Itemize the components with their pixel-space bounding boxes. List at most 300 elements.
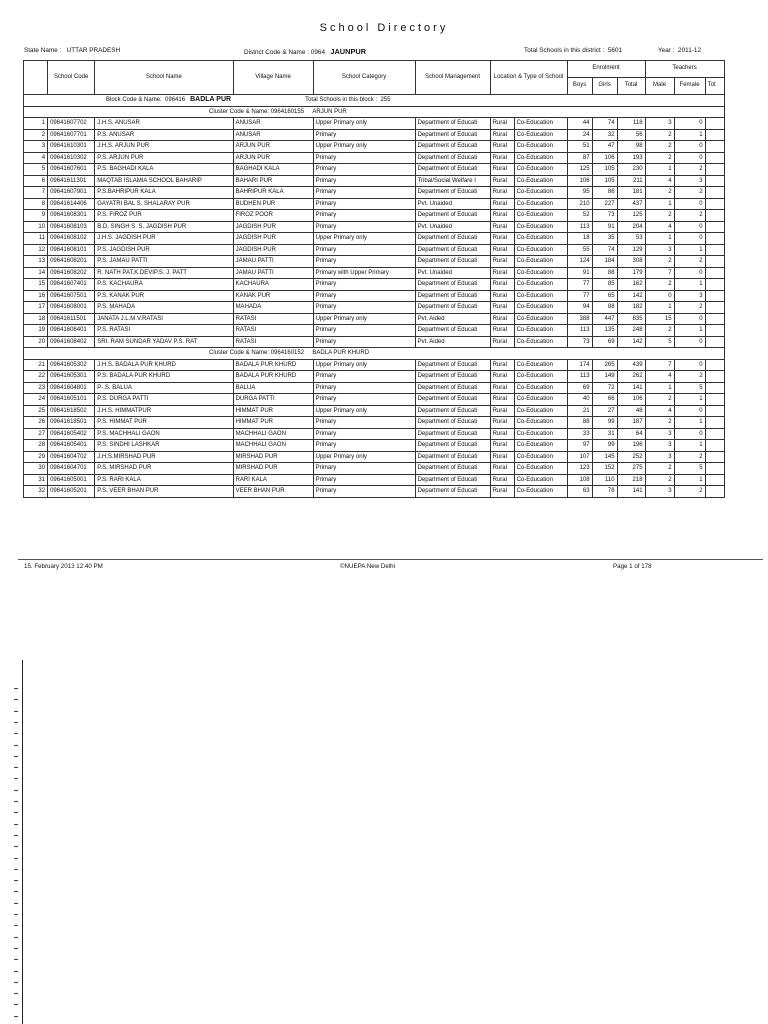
- cell-serial: 29: [24, 451, 48, 463]
- cell-total-teachers: [705, 325, 724, 337]
- cell-total-teachers: [705, 244, 724, 256]
- cell-village-name: HIMMAT PUR: [233, 417, 313, 429]
- cell-boys: 174: [567, 359, 592, 371]
- school-directory-table: [23, 60, 725, 498]
- cell-serial: 11: [24, 233, 48, 245]
- block-cell: [24, 95, 234, 107]
- cell-location: Rural: [490, 428, 514, 440]
- cell-total: 218: [617, 474, 645, 486]
- cell-boys: 107: [567, 451, 592, 463]
- cell-serial: 6: [24, 175, 48, 187]
- cell-school-management: Department of Educati: [415, 451, 490, 463]
- cell-boys: 33: [567, 428, 592, 440]
- cell-male-teachers: 1: [645, 164, 674, 176]
- cell-school-management: Pvt. Unaided: [415, 221, 490, 233]
- cell-school-category: Primary: [313, 371, 415, 383]
- edge-tick: [14, 756, 18, 757]
- edge-tick: [14, 880, 18, 881]
- header-school-code: School Code: [48, 61, 95, 95]
- cell-location: Rural: [490, 187, 514, 199]
- cell-location: Rural: [490, 405, 514, 417]
- cell-village-name: ANUSAR: [233, 129, 313, 141]
- cell-total-teachers: [705, 359, 724, 371]
- cell-village-name: BAGHADI KALA: [233, 164, 313, 176]
- cell-village-name: RATASI: [233, 325, 313, 337]
- footer-page: Page 1 of 178: [613, 563, 652, 570]
- cell-school-code: 09641607501: [48, 290, 95, 302]
- cell-school-name: B.D. SINGH S. S. JAGDISH PUR: [95, 221, 233, 233]
- cell-girls: 65: [592, 290, 617, 302]
- cell-school-type: Co-Education: [514, 198, 567, 210]
- cell-boys: 97: [567, 440, 592, 452]
- cell-school-code: 09641608101: [48, 244, 95, 256]
- table-row: [24, 198, 725, 210]
- cell-location: Rural: [490, 359, 514, 371]
- cell-location: Rural: [490, 210, 514, 222]
- cell-school-management: Department of Educati: [415, 474, 490, 486]
- cell-total-teachers: [705, 198, 724, 210]
- cell-location: Rural: [490, 267, 514, 279]
- cell-female-teachers: 1: [674, 325, 705, 337]
- cell-male-teachers: 7: [645, 359, 674, 371]
- cell-female-teachers: 2: [674, 486, 705, 498]
- cell-female-teachers: 1: [674, 244, 705, 256]
- cell-boys: 125: [567, 164, 592, 176]
- cell-school-type: Co-Education: [514, 486, 567, 498]
- cell-location: Rural: [490, 141, 514, 153]
- cell-school-type: Co-Education: [514, 290, 567, 302]
- table-row: [24, 221, 725, 233]
- cell-boys: 210: [567, 198, 592, 210]
- cell-village-name: KANAK PUR: [233, 290, 313, 302]
- edge-tick: [14, 722, 18, 723]
- cell-school-code: 09641608202: [48, 267, 95, 279]
- cell-total: 196: [617, 440, 645, 452]
- cell-school-type: Co-Education: [514, 440, 567, 452]
- cell-school-name: R. NATH PAT.K.DEVIP.S. J. PATT: [95, 267, 233, 279]
- table-row: [24, 336, 725, 348]
- cell-school-code: 09641608102: [48, 233, 95, 245]
- cell-school-code: 09641605301: [48, 371, 95, 383]
- header-girls: Girls: [592, 78, 617, 95]
- cell-school-code: 09641604701: [48, 463, 95, 475]
- cell-boys: 24: [567, 129, 592, 141]
- cell-girls: 149: [592, 371, 617, 383]
- cell-school-management: Department of Educati: [415, 152, 490, 164]
- cell-serial: 3: [24, 141, 48, 153]
- block-total-cell: [233, 95, 724, 107]
- cell-serial: 10: [24, 221, 48, 233]
- cell-female-teachers: 3: [674, 175, 705, 187]
- cell-school-code: 09641618502: [48, 405, 95, 417]
- table-row: [24, 463, 725, 475]
- header-village-name: Village Name: [233, 61, 313, 95]
- cell-total-teachers: [705, 187, 724, 199]
- cell-school-code: 09641605402: [48, 428, 95, 440]
- cell-boys: 44: [567, 118, 592, 130]
- table-row: [24, 187, 725, 199]
- cell-girls: 78: [592, 486, 617, 498]
- cell-girls: 31: [592, 428, 617, 440]
- cell-total: 182: [617, 302, 645, 314]
- table-row: [24, 371, 725, 383]
- edge-tick: [14, 1016, 18, 1017]
- cell-school-category: Primary: [313, 463, 415, 475]
- cell-female-teachers: 2: [674, 164, 705, 176]
- district-total: [524, 47, 622, 54]
- cell-serial: 26: [24, 417, 48, 429]
- cell-school-category: Primary: [313, 394, 415, 406]
- cell-school-management: Department of Educati: [415, 325, 490, 337]
- edge-tick: [14, 778, 18, 779]
- table-row: [24, 244, 725, 256]
- edge-tick: [14, 914, 18, 915]
- cell-village-name: RATASI: [233, 336, 313, 348]
- cell-school-category: Primary: [313, 129, 415, 141]
- cell-school-name: P.S. MAHADA: [95, 302, 233, 314]
- cell-school-type: Co-Education: [514, 417, 567, 429]
- cell-school-category: Primary: [313, 325, 415, 337]
- cell-school-category: Primary: [313, 244, 415, 256]
- cell-total: 129: [617, 244, 645, 256]
- cell-school-management: Department of Educati: [415, 440, 490, 452]
- cell-serial: 2: [24, 129, 48, 141]
- cell-boys: 87: [567, 152, 592, 164]
- cell-village-name: JAGDISH PUR: [233, 244, 313, 256]
- cell-male-teachers: 3: [645, 244, 674, 256]
- cell-serial: 1: [24, 118, 48, 130]
- table-row: [24, 382, 725, 394]
- cell-school-code: 09641605001: [48, 474, 95, 486]
- cell-female-teachers: 0: [674, 152, 705, 164]
- cell-boys: 91: [567, 267, 592, 279]
- cell-total: 275: [617, 463, 645, 475]
- edge-tick: [14, 903, 18, 904]
- cell-school-category: Primary: [313, 256, 415, 268]
- cell-school-type: Co-Education: [514, 451, 567, 463]
- cell-school-category: Primary: [313, 486, 415, 498]
- cell-school-management: Department of Educati: [415, 428, 490, 440]
- cell-female-teachers: 2: [674, 371, 705, 383]
- cell-male-teachers: 2: [645, 394, 674, 406]
- cell-boys: 77: [567, 290, 592, 302]
- cell-school-type: Co-Education: [514, 152, 567, 164]
- cell-serial: 14: [24, 267, 48, 279]
- cell-school-management: Tribal/Social Welfare I: [415, 175, 490, 187]
- cell-school-code: 09641618501: [48, 417, 95, 429]
- cell-total: 106: [617, 394, 645, 406]
- cell-location: Rural: [490, 279, 514, 291]
- cell-school-management: Department of Educati: [415, 371, 490, 383]
- cell-female-teachers: 0: [674, 198, 705, 210]
- cell-total-teachers: [705, 210, 724, 222]
- cell-female-teachers: 2: [674, 256, 705, 268]
- cell-school-management: Department of Educati: [415, 233, 490, 245]
- cell-serial: 32: [24, 486, 48, 498]
- cell-school-type: Co-Education: [514, 187, 567, 199]
- cell-male-teachers: 2: [645, 325, 674, 337]
- table-row: [24, 118, 725, 130]
- district-code: 0964: [310, 49, 325, 56]
- cell-boys: 51: [567, 141, 592, 153]
- cell-school-management: Department of Educati: [415, 164, 490, 176]
- cell-girls: 447: [592, 313, 617, 325]
- cell-school-type: Co-Education: [514, 141, 567, 153]
- cell-school-code: 09641604801: [48, 382, 95, 394]
- cell-school-name: P.S. MIRSHAD PUR: [95, 463, 233, 475]
- cell-school-management: Pvt. Aided: [415, 336, 490, 348]
- table-row: [24, 359, 725, 371]
- cell-total: 142: [617, 290, 645, 302]
- cluster-name: BADLA PUR KHURD: [312, 350, 370, 357]
- cell-serial: 31: [24, 474, 48, 486]
- table-body: [24, 95, 725, 498]
- cell-school-type: Co-Education: [514, 279, 567, 291]
- cluster-code: 0964160155: [270, 108, 305, 115]
- block-label: Block Code & Name:: [106, 97, 162, 104]
- cell-male-teachers: 0: [645, 290, 674, 302]
- cell-serial: 18: [24, 313, 48, 325]
- cell-female-teachers: 0: [674, 221, 705, 233]
- cell-total: 439: [617, 359, 645, 371]
- cell-total-teachers: [705, 313, 724, 325]
- table-row: [24, 428, 725, 440]
- cell-male-teachers: 4: [645, 405, 674, 417]
- cell-school-name: J.H.S.MIRSHAD PUR: [95, 451, 233, 463]
- edge-tick: [14, 959, 18, 960]
- cell-girls: 47: [592, 141, 617, 153]
- cell-total: 98: [617, 141, 645, 153]
- cell-school-category: Primary: [313, 175, 415, 187]
- cell-total: 204: [617, 221, 645, 233]
- cell-total-teachers: [705, 279, 724, 291]
- cell-female-teachers: 0: [674, 118, 705, 130]
- cell-school-category: Primary: [313, 474, 415, 486]
- cell-school-management: Department of Educati: [415, 359, 490, 371]
- cell-female-teachers: 0: [674, 405, 705, 417]
- table-row: [24, 267, 725, 279]
- cell-school-type: Co-Education: [514, 474, 567, 486]
- edge-tick: [14, 982, 18, 983]
- cell-male-teachers: 3: [645, 428, 674, 440]
- table-row: [24, 325, 725, 337]
- cell-school-type: Co-Education: [514, 256, 567, 268]
- cell-girls: 73: [592, 210, 617, 222]
- cell-male-teachers: 1: [645, 198, 674, 210]
- cell-male-teachers: 3: [645, 451, 674, 463]
- edge-tick: [14, 869, 18, 870]
- cell-school-code: 09641607702: [48, 118, 95, 130]
- cell-girls: 74: [592, 118, 617, 130]
- cell-school-management: Pvt. Unaided: [415, 267, 490, 279]
- cell-location: Rural: [490, 244, 514, 256]
- cell-girls: 74: [592, 244, 617, 256]
- cell-total-teachers: [705, 451, 724, 463]
- cell-village-name: BADALA PUR KHURD: [233, 371, 313, 383]
- table-row: [24, 474, 725, 486]
- cell-total-teachers: [705, 152, 724, 164]
- cell-female-teachers: 2: [674, 451, 705, 463]
- block-code: 096416: [165, 97, 186, 104]
- table-row: [24, 164, 725, 176]
- cluster-row: [24, 348, 725, 360]
- cell-boys: 77: [567, 279, 592, 291]
- cell-village-name: RARI KALA: [233, 474, 313, 486]
- cell-school-type: Co-Education: [514, 325, 567, 337]
- cell-boys: 123: [567, 463, 592, 475]
- cell-school-name: P.S. KANAK PUR: [95, 290, 233, 302]
- cell-male-teachers: 5: [645, 336, 674, 348]
- cell-school-management: Department of Educati: [415, 118, 490, 130]
- cluster-row: [24, 106, 725, 118]
- cell-school-management: Department of Educati: [415, 210, 490, 222]
- cell-school-name: P.S. HIMMAT PUR: [95, 417, 233, 429]
- cell-school-code: 09641607901: [48, 187, 95, 199]
- cell-location: Rural: [490, 474, 514, 486]
- cell-village-name: MACHHALI GAON: [233, 428, 313, 440]
- district-info: [244, 47, 366, 56]
- edge-tick: [14, 801, 18, 802]
- cell-school-code: 09641605302: [48, 359, 95, 371]
- district-total-label: Total Schools in this district :: [524, 47, 605, 54]
- cell-school-type: Co-Education: [514, 221, 567, 233]
- cell-total: 437: [617, 198, 645, 210]
- cell-female-teachers: 0: [674, 233, 705, 245]
- cell-location: Rural: [490, 325, 514, 337]
- cell-school-category: Primary: [313, 417, 415, 429]
- cell-village-name: ARJUN PUR: [233, 141, 313, 153]
- cell-school-type: Co-Education: [514, 210, 567, 222]
- cell-school-name: SRI. RAM SUNDAR YADAV P.S. RAT: [95, 336, 233, 348]
- edge-tick: [14, 812, 18, 813]
- edge-tick: [14, 993, 18, 994]
- table-row: [24, 290, 725, 302]
- cell-school-name: P.S. DURGA PATTI: [95, 394, 233, 406]
- cell-serial: 30: [24, 463, 48, 475]
- cell-school-category: Primary: [313, 382, 415, 394]
- cell-girls: 72: [592, 382, 617, 394]
- cell-school-type: Co-Education: [514, 382, 567, 394]
- cell-school-management: Department of Educati: [415, 382, 490, 394]
- cell-total-teachers: [705, 371, 724, 383]
- cell-school-management: Department of Educati: [415, 290, 490, 302]
- cell-school-category: Primary: [313, 290, 415, 302]
- cell-male-teachers: 2: [645, 141, 674, 153]
- cell-girls: 135: [592, 325, 617, 337]
- cell-location: Rural: [490, 129, 514, 141]
- cell-school-code: 09641610301: [48, 141, 95, 153]
- cell-school-type: Co-Education: [514, 267, 567, 279]
- header-school-category: School Category: [313, 61, 415, 95]
- cell-village-name: JAMAU PATTI: [233, 256, 313, 268]
- cell-school-management: Department of Educati: [415, 256, 490, 268]
- cell-school-management: Department of Educati: [415, 141, 490, 153]
- cell-school-type: Co-Education: [514, 359, 567, 371]
- cell-location: Rural: [490, 451, 514, 463]
- cell-school-code: 09641605201: [48, 486, 95, 498]
- cell-total-teachers: [705, 118, 724, 130]
- cell-total: 211: [617, 175, 645, 187]
- cell-girls: 145: [592, 451, 617, 463]
- cell-girls: 88: [592, 267, 617, 279]
- cell-school-name: MAQTAB ISLAMIA SCHOOL BAHARIP: [95, 175, 233, 187]
- left-edge-line: [22, 660, 23, 1024]
- cell-village-name: HIMMAT PUR: [233, 405, 313, 417]
- table-row: [24, 256, 725, 268]
- table-row: [24, 152, 725, 164]
- cell-village-name: BALUA: [233, 382, 313, 394]
- cell-serial: 16: [24, 290, 48, 302]
- cell-total-teachers: [705, 486, 724, 498]
- cell-school-code: 09641611501: [48, 313, 95, 325]
- cell-total: 193: [617, 152, 645, 164]
- cell-village-name: ANUSAR: [233, 118, 313, 130]
- edge-tick: [14, 858, 18, 859]
- cell-male-teachers: 3: [645, 118, 674, 130]
- cell-location: Rural: [490, 221, 514, 233]
- cell-girls: 35: [592, 233, 617, 245]
- cell-total: 252: [617, 451, 645, 463]
- cell-girls: 66: [592, 394, 617, 406]
- cell-male-teachers: 2: [645, 256, 674, 268]
- cell-total-teachers: [705, 129, 724, 141]
- cell-village-name: BAHARI PUR: [233, 175, 313, 187]
- cell-total-teachers: [705, 302, 724, 314]
- year-label: Year :: [658, 47, 675, 54]
- cell-school-type: Co-Education: [514, 302, 567, 314]
- cell-male-teachers: 2: [645, 463, 674, 475]
- cell-location: Rural: [490, 394, 514, 406]
- header-school-management: School Management: [415, 61, 490, 95]
- cell-school-management: Department of Educati: [415, 486, 490, 498]
- cell-serial: 13: [24, 256, 48, 268]
- state-label: State Name :: [24, 47, 62, 54]
- edge-tick: [14, 733, 18, 734]
- cell-male-teachers: 2: [645, 210, 674, 222]
- cell-school-code: 09641608201: [48, 256, 95, 268]
- cell-male-teachers: 1: [645, 382, 674, 394]
- cell-male-teachers: 1: [645, 302, 674, 314]
- cell-female-teachers: 2: [674, 210, 705, 222]
- cell-village-name: ARJUN PUR: [233, 152, 313, 164]
- cell-school-code: 09641608001: [48, 302, 95, 314]
- cell-school-management: Department of Educati: [415, 394, 490, 406]
- cell-school-category: Primary: [313, 428, 415, 440]
- cell-location: Rural: [490, 313, 514, 325]
- block-total-value: 255: [380, 97, 391, 104]
- table-row: [24, 279, 725, 291]
- cell-school-code: 09641604702: [48, 451, 95, 463]
- cell-girls: 27: [592, 405, 617, 417]
- cell-girls: 99: [592, 417, 617, 429]
- footer-credit: ©NUEPA New Delhi: [340, 563, 395, 570]
- cell-total: 53: [617, 233, 645, 245]
- cell-village-name: MIRSHAD PUR: [233, 451, 313, 463]
- cell-total: 230: [617, 164, 645, 176]
- cell-school-category: Primary: [313, 187, 415, 199]
- cell-total: 308: [617, 256, 645, 268]
- cell-girls: 69: [592, 336, 617, 348]
- cell-boys: 63: [567, 486, 592, 498]
- cell-village-name: FIROZ POOR: [233, 210, 313, 222]
- header-boys: Boys: [567, 78, 592, 95]
- cell-school-code: 09641608103: [48, 221, 95, 233]
- cell-village-name: JAMAU PATTI: [233, 267, 313, 279]
- cell-location: Rural: [490, 417, 514, 429]
- cell-school-category: Primary: [313, 210, 415, 222]
- edge-tick: [14, 699, 18, 700]
- cell-school-name: P.S.BAHRIPUR KALA: [95, 187, 233, 199]
